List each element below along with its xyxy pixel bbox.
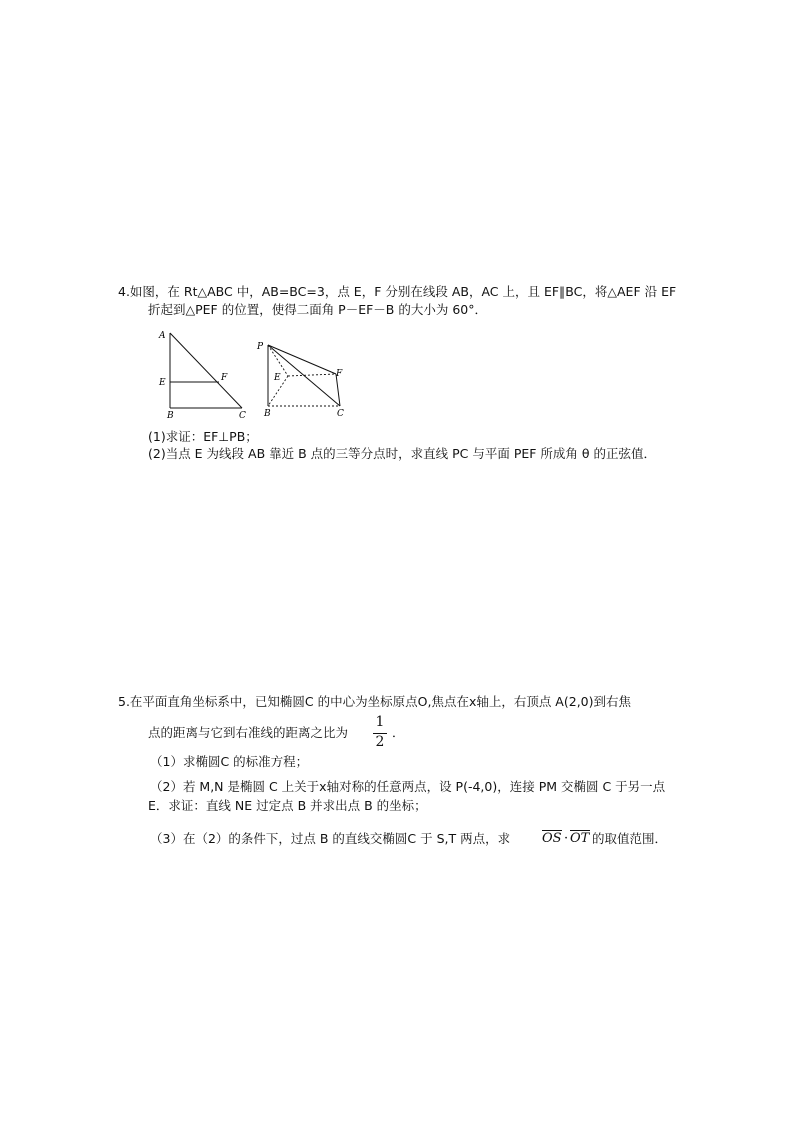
segment-ac: [170, 333, 242, 408]
label-c: C: [337, 409, 344, 419]
problem-5-line-2: 点的距离与它到右准线的距离之比为: [148, 725, 349, 740]
label-e: E: [274, 373, 281, 383]
segment-pf: [268, 345, 336, 374]
label-f: F: [336, 369, 343, 379]
figure-triangle-abc: [155, 328, 255, 420]
label-b: B: [264, 409, 271, 419]
fraction-numerator: 1: [375, 714, 385, 730]
fraction-denominator: 2: [375, 734, 385, 750]
problem-5-question-1: （1）求椭圆C 的标准方程；: [150, 754, 309, 769]
segment-ef: [288, 374, 336, 376]
problem-4-line-1: 4.如图，在 Rt△ABC 中，AB=BC=3，点 E，F 分别在线段 AB，AC 上，且 EF∥BC，将△AEF 沿 EF: [118, 284, 677, 299]
problem-4-question-1: (1)求证：EF⊥PB；: [148, 429, 258, 444]
vector-os: OS: [542, 831, 562, 846]
problem-4-line-2: 折起到△PEF 的位置，使得二面角 P－EF－B 的大小为 60°．: [148, 302, 487, 317]
problem-4-question-2: (2)当点 E 为线段 AB 靠近 B 点的三等分点时，求直线 PC 与平面 PEF 所成角 θ 的正弦值．: [148, 446, 657, 461]
problem-5-question-3-end: 的取值范围．: [592, 831, 668, 846]
label-c: C: [239, 411, 246, 420]
dot-operator: ·: [564, 831, 569, 846]
label-b: B: [167, 411, 174, 420]
label-a: A: [159, 331, 166, 341]
problem-5-question-3-start: （3）在（2）的条件下，过点 B 的直线交椭圆C 于 S,T 两点，求: [150, 831, 511, 846]
problem-5-question-2-line-2: E．求证：直线 NE 过定点 B 并求出点 B 的坐标；: [148, 798, 427, 813]
label-f: F: [221, 373, 228, 383]
problem-5-line-2-end: ．: [392, 725, 405, 740]
problem-5-question-2-line-1: （2）若 M,N 是椭圆 C 上关于x轴对称的任意两点，设 P(-4,0)，连接 PM 交椭圆 C 于另一点: [150, 779, 666, 794]
label-e: E: [159, 378, 166, 388]
figure-folded-pef: [254, 338, 354, 422]
vector-ot: OT: [570, 831, 590, 846]
label-p: P: [257, 342, 264, 352]
problem-5-line-1: 5.在平面直角坐标系中，已知椭圆C 的中心为坐标原点O,焦点在x轴上，右顶点 A(2,0)到右焦: [118, 694, 631, 709]
